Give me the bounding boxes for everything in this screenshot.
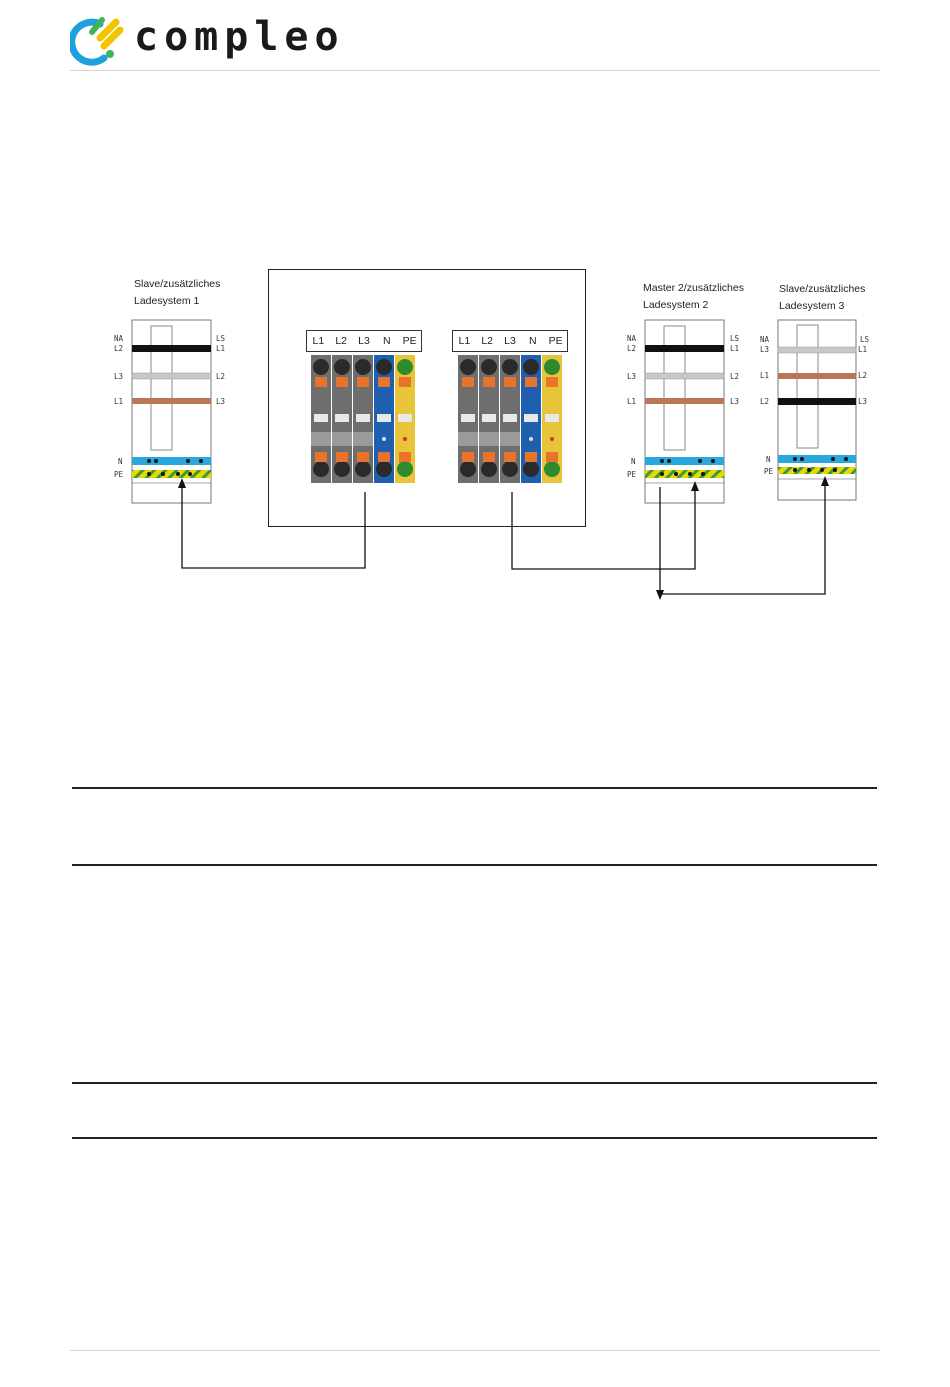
master2-title-line2: Ladesystem 2 (643, 299, 709, 311)
table-rule-top-2 (72, 1082, 877, 1084)
master2-right-term: L2 (730, 372, 740, 381)
term-label: L1 (458, 335, 471, 347)
slave1-left-term: L1 (114, 397, 124, 406)
slave3-left-term: L3 (760, 345, 770, 354)
table-rule-bottom-1 (72, 864, 877, 866)
slave1-right-term: L2 (216, 372, 226, 381)
brand-name: compleo (134, 14, 345, 60)
term-label: L3 (504, 335, 516, 347)
term-label: L2 (481, 335, 494, 347)
slave1-left-term: L3 (114, 372, 124, 381)
slave1-title-line1: Slave/zusätzliches (134, 278, 221, 290)
master2-right-term: L3 (730, 397, 740, 406)
master2-left-term: PE (627, 470, 637, 479)
master2-left-term: NA (627, 334, 637, 343)
module-terminal-labels (0, 0, 950, 620)
slave1-title-line2: Ladesystem 1 (134, 295, 200, 307)
master2-right-term: L1 (730, 344, 740, 353)
term-label: N (528, 335, 537, 347)
slave3-title-line1: Slave/zusätzliches (779, 283, 866, 295)
slave3-left-term: PE (764, 467, 774, 476)
wiring-diagram (0, 0, 950, 620)
slave1-right-term: L3 (216, 397, 226, 406)
term-label: L2 (335, 335, 348, 347)
slave1-left-term: N (118, 457, 123, 466)
master2-left-term: N (631, 457, 636, 466)
table-rule-top-1 (72, 787, 877, 789)
footer-divider (70, 1350, 880, 1351)
term-label: PE (548, 335, 563, 347)
master2-left-term: L1 (627, 397, 637, 406)
slave1-right-term: L1 (216, 344, 226, 353)
slave3-left-term: NA (760, 335, 770, 344)
slave3-left-term: L1 (760, 371, 770, 380)
term-label: PE (402, 335, 417, 347)
slave1-left-term: PE (114, 470, 124, 479)
slave3-right-term: L1 (858, 345, 868, 354)
slave1-left-term: L2 (114, 344, 124, 353)
table-rule-bottom-2 (72, 1137, 877, 1139)
master2-left-term: L3 (627, 372, 637, 381)
term-label: L1 (312, 335, 325, 347)
term-label: L3 (358, 335, 370, 347)
term-label: N (382, 335, 391, 347)
slave1-right-term: LS (216, 334, 226, 343)
master2-title-line1: Master 2/zusätzliches (643, 282, 744, 294)
master2-left-term: L2 (627, 344, 637, 353)
master2-right-term: LS (730, 334, 740, 343)
slave3-right-term: LS (860, 335, 870, 344)
slave3-right-term: L2 (858, 371, 868, 380)
slave3-title-line2: Ladesystem 3 (779, 300, 845, 312)
slave3-left-term: L2 (760, 397, 770, 406)
slave3-left-term: N (766, 455, 771, 464)
slave1-left-term: NA (114, 334, 124, 343)
slave3-right-term: L3 (858, 397, 868, 406)
